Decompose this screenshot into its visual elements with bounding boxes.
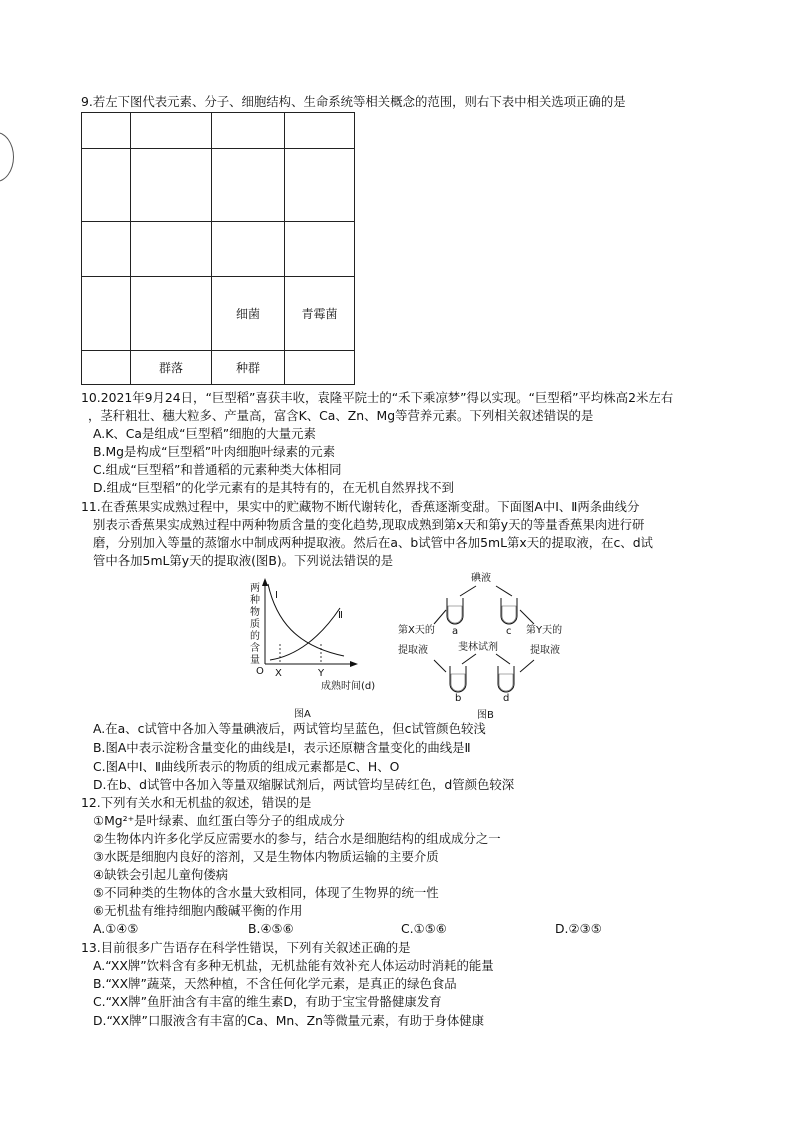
tube-d-label: d	[503, 693, 510, 704]
tube-c-liquid	[502, 606, 516, 623]
day-y-label-line1: 第Y天的	[526, 625, 563, 636]
y-axis-arrow	[262, 578, 268, 586]
x-axis-label: 成熟时间(d)	[321, 681, 376, 692]
curve-1-label: Ⅰ	[275, 590, 278, 601]
q12-statement-2: ②生物体内许多化学反应需要水的参与，结合水是细胞结构的组成成分之一	[93, 831, 501, 846]
origin-label: O	[256, 666, 264, 677]
q10-option-a: A.K、Ca是组成“巨型稻”细胞的大量元素	[93, 426, 316, 441]
q11-option-c: C.图A中Ⅰ、Ⅱ曲线所表示的物质的组成元素都是C、H、O	[93, 759, 400, 774]
q12-option-d: D.②③⑤	[555, 921, 602, 936]
figure-b-caption: 图B	[477, 710, 494, 721]
q10-option-b: B.Mg是构成“巨型稻”叶肉细胞叶绿素的元素	[93, 444, 336, 459]
q13-option-c: C.“XX牌”鱼肝油含有丰富的维生素D，有助于宝宝骨骼健康发育	[93, 994, 442, 1009]
extract-y-arrow-down	[520, 660, 534, 672]
q12-stem: 12.下列有关水和无机盐的叙述，错误的是	[81, 795, 312, 810]
curve-2-label: Ⅱ	[338, 610, 343, 621]
y-axis-label-char: 量	[250, 655, 260, 666]
table-cell	[212, 222, 285, 277]
q11-stem-line1: 11.在香蕉果实成熟过程中，果实中的贮藏物不断代谢转化，香蕉逐渐变甜。下面图A中Ⅰ、Ⅱ两条曲线分	[81, 499, 640, 514]
y-axis-label-char: 种	[250, 595, 260, 606]
q13-option-b: B.“XX牌”蔬菜，天然种植，不含任何化学元素，是真正的绿色食品	[93, 976, 457, 991]
fehling-arrow-left	[462, 654, 476, 664]
q13-stem: 13.目前很多广告语存在科学性错误，下列有关叙述正确的是	[81, 940, 411, 955]
day-x-label-line2: 提取液	[398, 645, 428, 656]
table-cell	[82, 113, 131, 149]
q9-stem: 9.若左下图代表元素、分子、细胞结构、生命系统等相关概念的范围，则右下表中相关选项正确的是	[81, 94, 626, 109]
x-axis-arrow	[350, 661, 358, 667]
extract-x-arrow-up	[434, 610, 446, 624]
q12-statement-1: ①Mg²⁺是叶绿素、血红蛋白等分子的组成成分	[93, 813, 345, 828]
y-axis-label-char: 物	[250, 607, 260, 618]
q11-stem-line3: 磨，分别加入等量的蒸馏水中制成两种提取液。然后在a、b试管中各加5mL第x天的提取液，在c、d试	[93, 535, 653, 550]
fehling-arrow-right	[496, 654, 510, 664]
table-cell	[131, 149, 212, 222]
y-axis-label-char: 两	[250, 583, 260, 594]
iodine-label: 碘液	[471, 573, 491, 584]
q12-statement-5: ⑤不同种类的生物体的含水量大致相同，体现了生物界的统一性	[93, 885, 439, 900]
q11-option-d: D.在b、d试管中各加入等量双缩脲试剂后，两试管均呈砖红色，d管颜色较深	[93, 777, 515, 792]
q11-stem-line4: 管中各加5mL第y天的提取液(图B)。下列说法错误的是	[93, 553, 394, 568]
tube-d-liquid	[499, 674, 513, 691]
q12-statement-6: ⑥无机盐有维持细胞内酸碱平衡的作用	[93, 903, 303, 918]
table-cell-population: 种群	[212, 351, 285, 385]
q10-option-d: D.组成“巨型稻”的化学元素有的是其特有的，在无机自然界找不到	[93, 480, 454, 495]
table-cell	[82, 277, 131, 351]
q11-option-b: B.图A中表示淀粉含量变化的曲线是Ⅰ，表示还原糖含量变化的曲线是Ⅱ	[93, 740, 471, 755]
tube-a-liquid	[448, 606, 462, 623]
tube-c-label: c	[506, 626, 512, 637]
q11-option-a: A.在a、c试管中各加入等量碘液后，两试管均呈蓝色，但c试管颜色较浅	[93, 721, 486, 736]
tube-a-label: a	[452, 626, 459, 637]
table-cell	[212, 113, 285, 149]
tube-b-liquid	[451, 674, 465, 691]
day-y-label-line2: 提取液	[530, 645, 560, 656]
q10-stem-line1: 10.2021年9月24日，“巨型稻”喜获丰收，袁隆平院士的“禾下乘凉梦”得以实现。“巨型稻”平均株高2米左右	[81, 390, 674, 405]
y-axis-label-char: 含	[250, 643, 260, 654]
q12-option-c: C.①⑤⑥	[401, 921, 447, 936]
table-cell	[285, 149, 355, 222]
q13-option-a: A.“XX牌”饮料含有多种无机盐，无机盐能有效补充人体运动时消耗的能量	[93, 958, 494, 973]
table-cell	[212, 149, 285, 222]
q12-option-a: A.①④⑤	[93, 921, 139, 936]
iodine-arrow-right	[496, 586, 512, 596]
figure-b-diagram	[392, 570, 582, 722]
table-cell	[131, 113, 212, 149]
table-cell	[285, 113, 355, 149]
table-cell	[285, 351, 355, 385]
q10-stem-line2: ，茎秆粗壮、穗大粒多、产量高，富含K、Ca、Zn、Mg等营养元素。下列相关叙述错误的是	[88, 408, 594, 423]
y-axis-label-char: 质	[250, 619, 260, 630]
fehling-label: 斐林试剂	[458, 642, 498, 653]
extract-y-arrow-up	[520, 610, 534, 624]
table-cell	[82, 222, 131, 277]
q10-option-c: C.组成“巨型稻”和普通稻的元素种类大体相同	[93, 462, 342, 477]
y-tick-label: Y	[318, 668, 325, 679]
table-cell	[82, 351, 131, 385]
q13-option-d: D.“XX牌”口服液含有丰富的Ca、Mn、Zn等微量元素，有助于身体健康	[93, 1013, 485, 1028]
tube-b-label: b	[455, 693, 462, 704]
iodine-arrow-left	[460, 586, 476, 596]
table-cell-bacteria: 细菌	[212, 277, 285, 351]
table-cell	[285, 222, 355, 277]
y-axis-label-char: 的	[250, 631, 260, 642]
day-x-label-line1: 第X天的	[398, 625, 435, 636]
figure-a-caption: 图A	[294, 709, 311, 720]
q11-stem-line2: 别表示香蕉果实成熟过程中两种物质含量的变化趋势,现取成熟到第x天和第y天的等量香蕉果肉进行研	[93, 517, 645, 532]
table-cell	[82, 149, 131, 222]
figure-a-graph	[230, 572, 380, 722]
q12-option-b: B.④⑤⑥	[248, 921, 294, 936]
table-cell-penicillium: 青霉菌	[285, 277, 355, 351]
q9-concept-table	[81, 112, 355, 385]
q12-statement-4: ④缺铁会引起儿童佝偻病	[93, 867, 229, 882]
table-cell-community: 群落	[131, 351, 212, 385]
extract-x-arrow-down	[434, 660, 446, 672]
table-cell	[131, 277, 212, 351]
table-cell	[131, 222, 212, 277]
q12-statement-3: ③水既是细胞内良好的溶剂，又是生物体内物质运输的主要介质	[93, 849, 439, 864]
x-tick-label: X	[275, 668, 282, 679]
binding-hole-mark	[0, 132, 14, 182]
